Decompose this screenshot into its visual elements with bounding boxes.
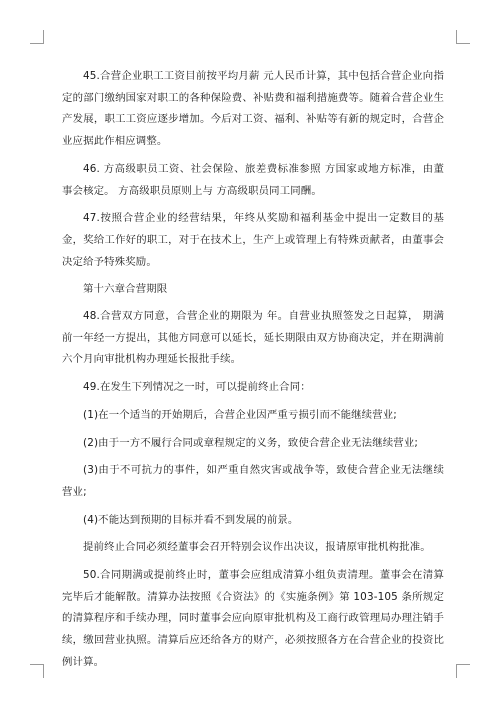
article-47: 47.按照合营企业的经营结果，年终从奖励和福利基金中提出一定数目的基金，奖给工作好的职工，对于在技术上，生产上或管理上有特殊贡献者，由董事会决定给予特殊奖励。 — [62, 212, 444, 268]
article-48: 48.合营双方同意，合营企业的期限为 年。自营业执照签发之日起算， 期满前一年经一方提出，其他方同意可以延长，延长期限由双方协商决定，并在期满前六个月向审批机构办理延长报批手续。 — [62, 310, 444, 366]
crop-mark-top-left — [30, 30, 44, 44]
document-body — [62, 66, 444, 674]
article-49: 49.在发生下列情况之一时，可以提前终止合同： — [83, 381, 311, 394]
crop-mark-bottom-right — [456, 664, 470, 678]
crop-mark-bottom-left — [30, 664, 44, 678]
list-item-2: (2)由于一方不履行合同或章程规定的义务，致使合营企业无法继续营业; — [83, 436, 419, 449]
chapter-heading: 第十六章合营期限 — [83, 283, 168, 296]
list-item-4: (4)不能达到预期的目标并看不到发展的前景。 — [83, 513, 299, 526]
list-item-3: (3)由于不可抗力的事件，如严重自然灾害或战争等，致使合营企业无法继续营业; — [62, 464, 444, 498]
article-50: 50.合同期满或提前终止时，董事会应组成清算小组负责清理。董事会在清算完毕后才能解散。清算办法按照《合资法》的《实施条例》第 103-105 条所规定的清算程序和手续办理，同时董事会应向原审批机构及工商行政管理局办理注销手续，缴回营业执照。清算后应还给各方的财产，必须按照各方在合营企业的投资比例计算。 — [62, 569, 444, 668]
article-45: 45.合营企业职工工资目前按平均月薪 元人民币计算，其中包括合营企业向指定的部门缴纳国家对职工的各种保险费、补贴费和福利措施费等。随着合营企业生产发展，职工工资应逐步增加。今后对工资、福利、补贴等有新的规定时，合营企业应据此作相应调整。 — [62, 70, 444, 148]
article-46: 46. 方高级职员工资、社会保险、旅差费标准参照 方国家或地方标准，由董事会核定。 方高级职员原则上与 方高级职员同工同酬。 — [62, 162, 444, 197]
list-item-1: (1)在一个适当的开始期后，合营企业因严重亏损引而不能继续营业; — [83, 408, 397, 421]
termination-approval: 提前终止合同必须经董事会召开特别会议作出决议，报请原审批机构批准。 — [83, 541, 431, 554]
crop-mark-top-right — [456, 30, 470, 44]
